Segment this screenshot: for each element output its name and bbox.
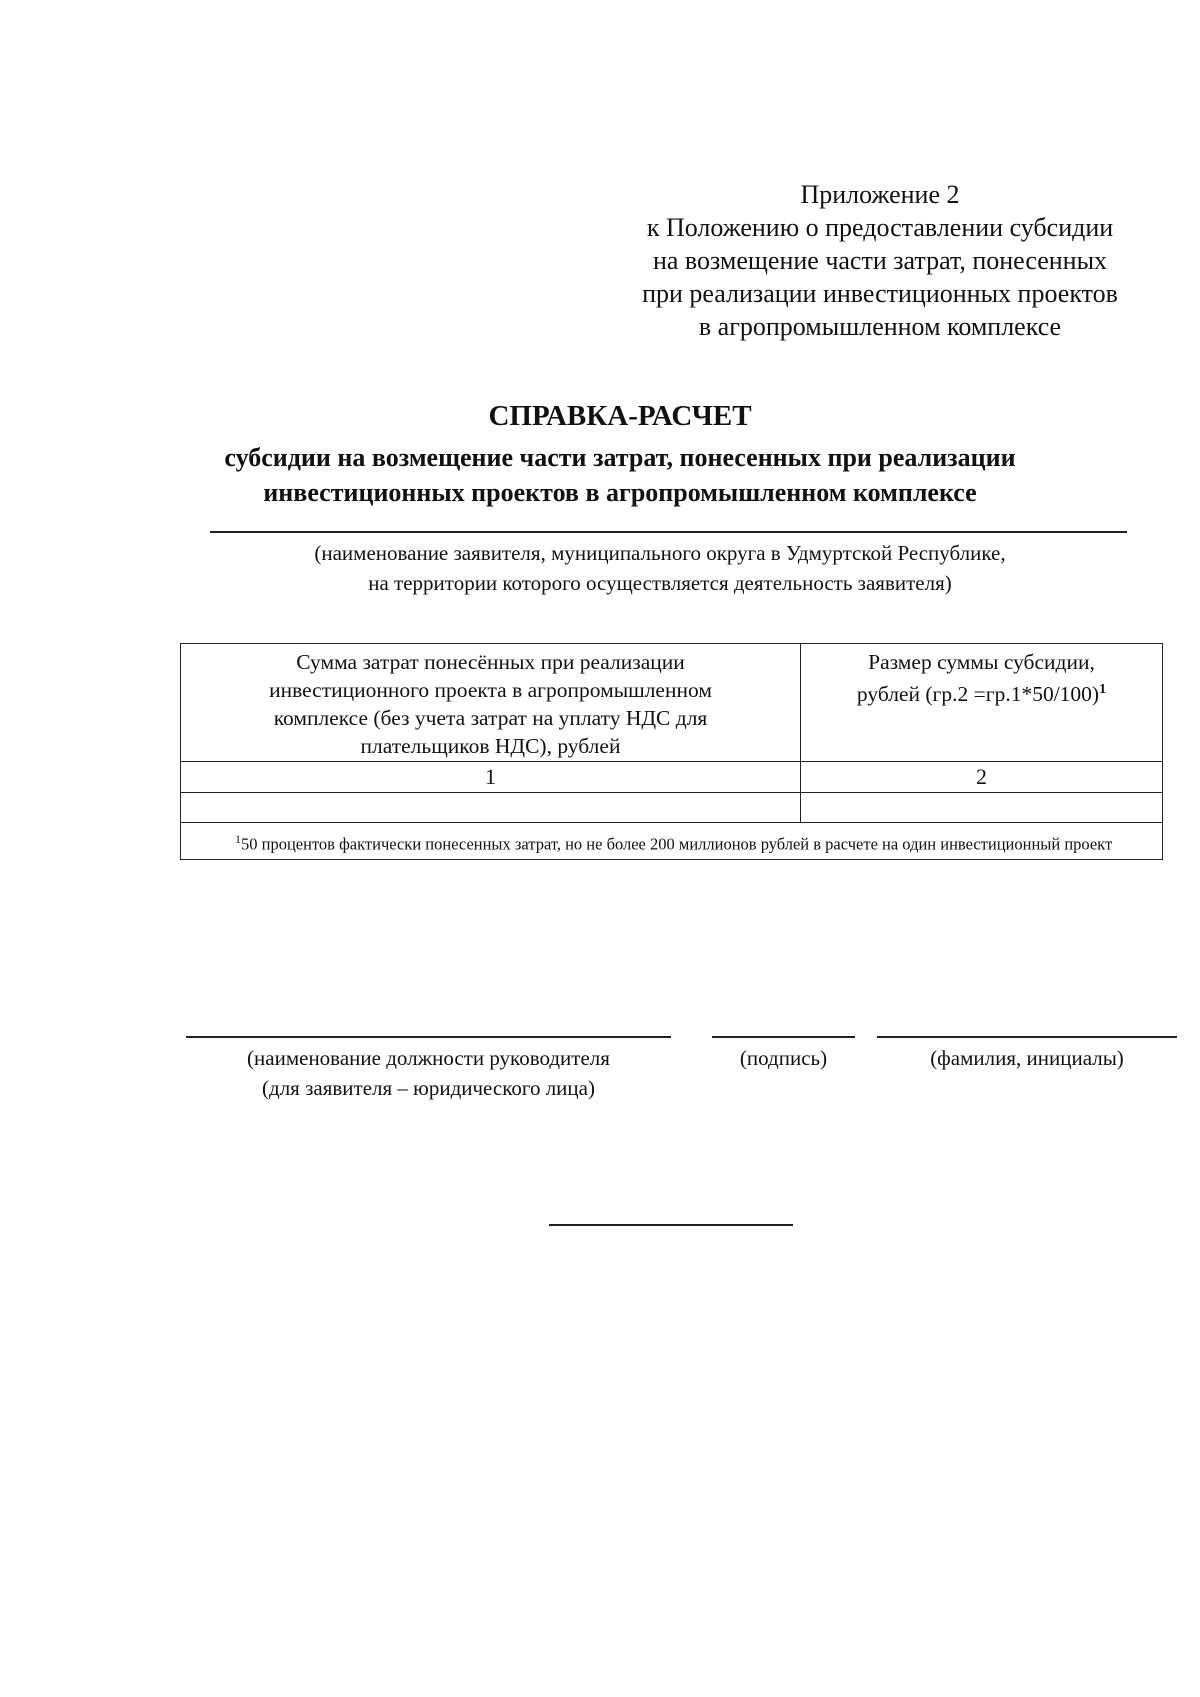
table-value-row — [181, 793, 1163, 823]
signature-line[interactable] — [712, 1036, 855, 1038]
header-subsidy-amount: Размер суммы субсидии, рублей (гр.2 =гр.1*50/100)$^1$ — [801, 644, 1163, 762]
subsidy-amount-cell[interactable] — [801, 793, 1163, 823]
signature-caption: (подпись) — [739, 1046, 828, 1070]
position-caption — [186, 1043, 671, 1103]
document-subtitle — [0, 440, 1200, 510]
table-column-number-row — [181, 762, 1163, 793]
closing-separator — [549, 1224, 793, 1226]
appendix-reference-line: к Положению о предоставлении субсидии — [646, 213, 1114, 242]
position-line[interactable] — [186, 1036, 671, 1038]
position-caption-line: (для заявителя – юридического лица) — [262, 1076, 595, 1100]
column-number-2: 2 — [801, 762, 1163, 793]
applicant-caption — [210, 538, 1110, 598]
name-initials-line[interactable] — [877, 1036, 1177, 1038]
applicant-caption-line: (наименование заявителя, муниципального округа в Удмуртской Республике, — [314, 541, 1006, 565]
header-expenses-sum: Сумма затрат понесённых при реализации инвестиционного проекта в агропромышленном комплексе (без учета затрат на уплату НДС для плательщиков НДС), рублей — [181, 644, 801, 762]
expenses-sum-cell[interactable] — [181, 793, 801, 823]
column-number-1: 1 — [181, 762, 801, 793]
footnote — [181, 823, 1163, 860]
appendix-number: Приложение 2 — [800, 180, 960, 209]
footnote-mark: 1 — [235, 832, 241, 846]
appendix-header — [600, 178, 1160, 343]
name-caption: (фамилия, инициалы) — [930, 1046, 1124, 1070]
table-footnote-row — [181, 823, 1163, 860]
footnote-text: 50 процентов фактически понесенных затрат, но не более 200 миллионов рублей в расчете на один инвестиционный проект — [241, 834, 1113, 854]
footnote-reference: 1 — [1099, 682, 1107, 697]
document-subtitle-line: субсидии на возмещение части затрат, понесенных при реализации — [224, 443, 1016, 472]
applicant-caption-line: на территории которого осуществляется деятельность заявителя) — [368, 571, 952, 595]
calculation-table — [180, 643, 1163, 860]
applicant-name-line[interactable] — [210, 531, 1127, 533]
appendix-reference-line: на возмещение части затрат, понесенных — [652, 246, 1108, 275]
document-title: СПРАВКА-РАСЧЕТ — [488, 400, 752, 432]
appendix-reference-line: при реализации инвестиционных проектов — [642, 279, 1118, 308]
table-header-row — [181, 644, 1163, 762]
document-subtitle-line: инвестиционных проектов в агропромышленном комплексе — [263, 478, 977, 507]
position-caption-line: (наименование должности руководителя — [247, 1046, 610, 1070]
appendix-reference-line: в агропромышленном комплексе — [698, 312, 1062, 341]
